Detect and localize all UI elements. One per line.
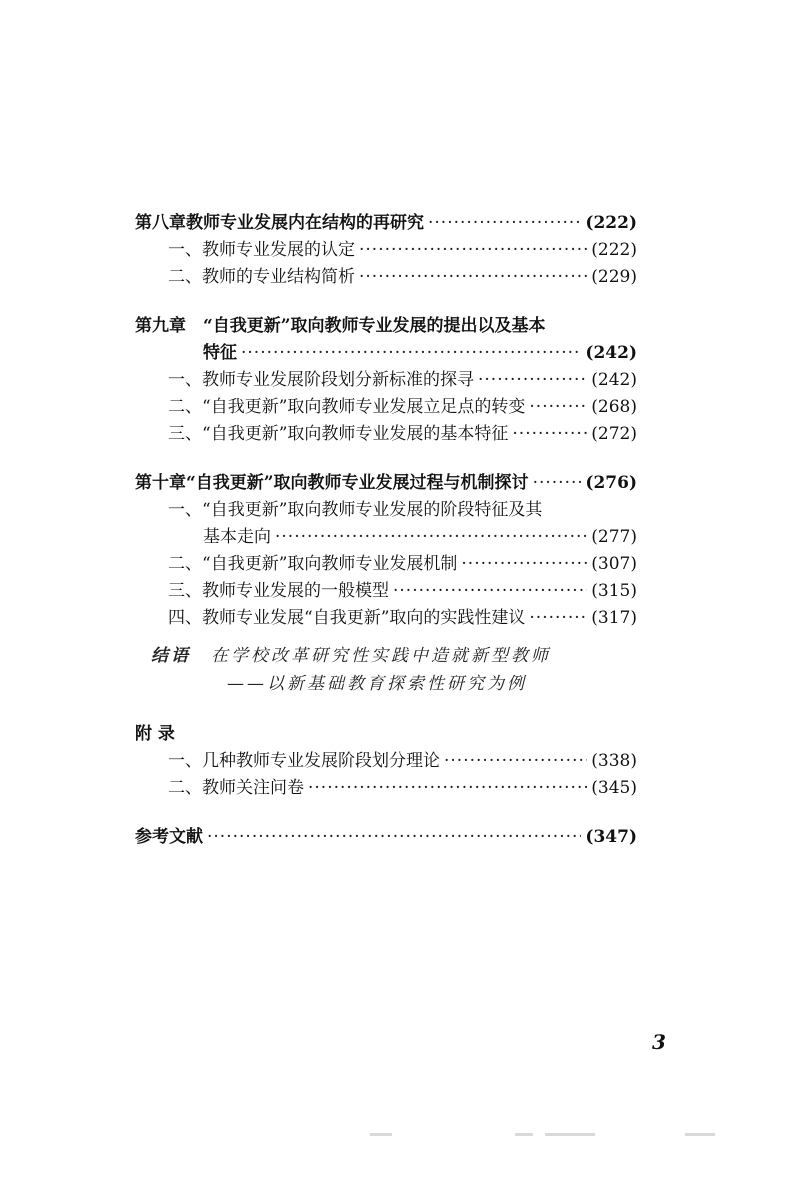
page-ref: (229) [591, 267, 637, 287]
page-ref: (347) [585, 827, 637, 847]
page-ref: (345) [591, 778, 637, 798]
toc-entry[interactable] [135, 775, 637, 802]
dot-leader [533, 470, 582, 497]
dot-leader [529, 394, 587, 421]
scan-artifact [545, 1133, 595, 1136]
dot-leader [308, 775, 587, 802]
page-number: 3 [652, 1030, 666, 1054]
dot-leader [461, 551, 587, 578]
chapter-title: “自我更新”取向教师专业发展的提出以及基本 [203, 316, 546, 336]
page-ref: (268) [591, 397, 637, 417]
page-ref: (315) [591, 581, 637, 601]
dot-leader [393, 578, 587, 605]
toc-entry[interactable] [135, 394, 637, 421]
toc-entry-chapter-10[interactable] [135, 470, 637, 497]
conclusion-line-1 [151, 642, 637, 670]
spacer [135, 802, 637, 824]
page-ref: (242) [585, 343, 637, 363]
toc-entry[interactable] [135, 497, 637, 524]
toc-entry[interactable] [135, 367, 637, 394]
dot-leader [529, 605, 587, 632]
page-ref: (317) [591, 608, 637, 628]
dot-leader [428, 210, 581, 237]
spacer [135, 291, 637, 313]
page-ref: (242) [591, 370, 637, 390]
section-title: 二、教师关注问卷 [168, 778, 304, 798]
toc-entry-chapter-9[interactable] [135, 313, 637, 340]
dot-leader [275, 524, 587, 551]
section-title: 一、教师专业发展的认定 [168, 240, 355, 260]
section-title: 四、教师专业发展“自我更新”取向的实践性建议 [168, 608, 526, 628]
chapter-title: 教师专业发展内在结构的再研究 [186, 213, 424, 233]
dot-leader [478, 367, 587, 394]
scan-artifact [685, 1133, 715, 1136]
page-ref: (272) [591, 424, 637, 444]
appendix-heading[interactable]: 附 录 [135, 724, 175, 744]
page-ref: (276) [585, 473, 637, 493]
spacer [135, 698, 637, 720]
section-title: 二、“自我更新”取向教师专业发展机制 [168, 554, 458, 574]
toc-entry[interactable] [135, 421, 637, 448]
toc-entry-chapter-8[interactable] [135, 210, 637, 237]
chapter-label: 第十章 [135, 473, 186, 493]
dot-leader [359, 237, 587, 264]
page-ref: (222) [591, 240, 637, 260]
toc-entry-cont[interactable] [135, 524, 637, 551]
section-title: 二、“自我更新”取向教师专业发展立足点的转变 [168, 397, 526, 417]
section-title: 一、教师专业发展阶段划分新标准的探寻 [168, 370, 474, 390]
dot-leader [359, 264, 587, 291]
toc-entry[interactable] [135, 605, 637, 632]
chapter-title: “自我更新”取向教师专业发展过程与机制探讨 [186, 473, 529, 493]
scan-artifact [515, 1133, 533, 1136]
scan-artifact [370, 1133, 392, 1136]
conclusion-label: 结语 [151, 646, 191, 666]
toc-entry[interactable] [135, 551, 637, 578]
section-title-cont: 基本走向 [203, 527, 271, 547]
section-title: 三、教师专业发展的一般模型 [168, 581, 389, 601]
section-title: 一、几种教师专业发展阶段划分理论 [168, 751, 440, 771]
toc-entry[interactable] [135, 264, 637, 291]
chapter-label: 第八章 [135, 213, 186, 233]
page-ref: (307) [591, 554, 637, 574]
dot-leader [241, 340, 581, 367]
spacer [135, 448, 637, 470]
page-ref: (222) [585, 213, 637, 233]
toc-entry[interactable] [135, 578, 637, 605]
section-title: 二、教师的专业结构简析 [168, 267, 355, 287]
conclusion-entry[interactable] [135, 642, 637, 698]
chapter-label: 第九章 [135, 316, 186, 336]
section-title: 三、“自我更新”取向教师专业发展的基本特征 [168, 424, 509, 444]
dot-leader [444, 748, 587, 775]
conclusion-title: 在学校改革研究性实践中造就新型教师 [211, 646, 551, 666]
dot-leader [207, 824, 581, 851]
page-ref: (277) [591, 527, 637, 547]
toc-entry[interactable] [135, 237, 637, 264]
conclusion-subtitle: ——以新基础教育探索性研究为例 [227, 674, 527, 694]
toc-entry[interactable] [135, 748, 637, 775]
section-title: 一、“自我更新”取向教师专业发展的阶段特征及其 [168, 500, 543, 520]
toc-entry-references[interactable] [135, 824, 637, 851]
chapter-title-cont: 特征 [203, 343, 237, 363]
toc-entry-chapter-9-cont[interactable] [135, 340, 637, 367]
table-of-contents [135, 210, 637, 851]
references-label: 参考文献 [135, 827, 203, 847]
dot-leader [512, 421, 587, 448]
page-ref: (338) [591, 751, 637, 771]
